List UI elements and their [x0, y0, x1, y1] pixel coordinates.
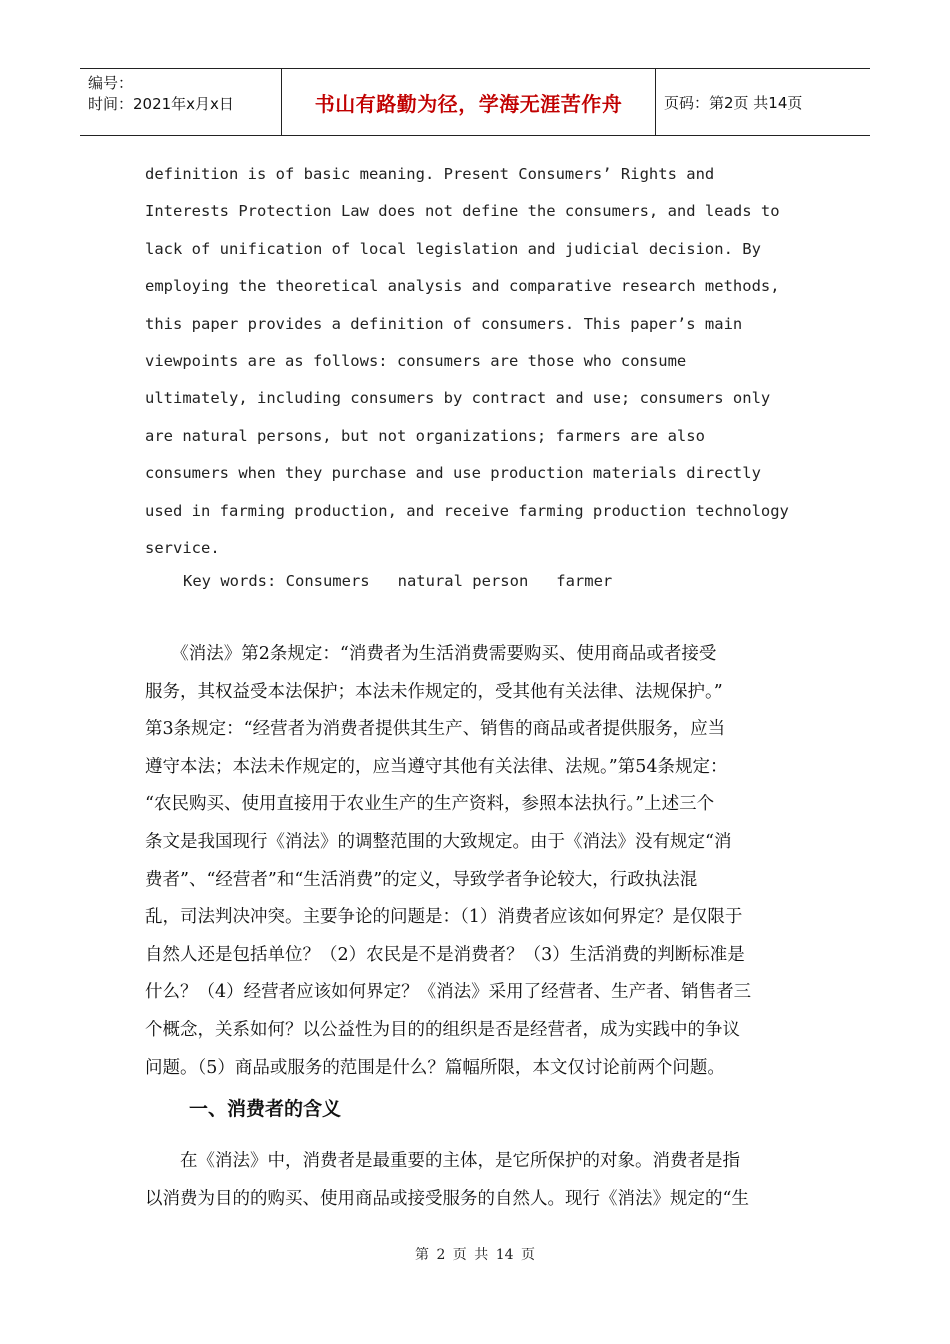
paragraph-line: 《消法》第2条规定：“消费者为生活消费需要购买、使用商品或者接受	[145, 644, 717, 664]
abstract-text	[145, 156, 825, 567]
header-motto: 书山有路勤为径，学海无涯苦作舟	[282, 69, 656, 135]
paragraph-line: 问题。（5）商品或服务的范围是什么？篇幅所限，本文仅讨论前两个问题。	[145, 1057, 725, 1078]
header-meta	[80, 69, 282, 135]
doc-number-label: 编号：	[88, 74, 134, 92]
section-heading: 一、消费者的含义	[189, 1098, 342, 1120]
abstract-line: lack of unification of local legislation and judicial decision. By	[145, 239, 761, 258]
abstract-line: Interests Protection Law does not define the consumers, and leads to	[145, 202, 780, 221]
paragraph-intro	[145, 636, 815, 1087]
paragraph-line: 在《消法》中，消费者是最重要的主体，是它所保护的对象。消费者是指	[145, 1151, 740, 1171]
doc-time-label: 时间：2021年x月x日	[88, 95, 234, 113]
paragraph-line: 服务，其权益受本法保护；本法未作规定的，受其他有关法律、法规保护。”	[145, 681, 723, 702]
abstract-line: this paper provides a definition of consumers. This paper’s main	[145, 314, 743, 333]
abstract-line: definition is of basic meaning. Present Consumers’ Rights and	[145, 165, 715, 183]
abstract-line: used in farming production, and receive farming production technology	[145, 501, 789, 520]
paragraph-line: 费者”、“经营者”和“生活消费”的定义，导致学者争论较大，行政执法混	[145, 869, 698, 890]
keywords-line: Key words: Consumers natural person farmer	[183, 572, 613, 590]
abstract-line: consumers when they purchase and use production materials directly	[145, 464, 761, 483]
abstract-line: employing the theoretical analysis and comparative research methods,	[145, 277, 780, 296]
abstract-line: service.	[145, 539, 220, 558]
paragraph-line: 条文是我国现行《消法》的调整范围的大致规定。由于《消法》没有规定“消	[145, 831, 732, 852]
header-page-code: 页码：第2页 共14页	[664, 93, 803, 112]
paragraph-section-1	[145, 1143, 815, 1218]
paragraph-line: 个概念，关系如何？以公益性为目的的组织是否是经营者，成为实践中的争议	[145, 1019, 740, 1040]
abstract-line: ultimately, including consumers by contract and use; consumers only	[145, 389, 771, 408]
paragraph-line: 遵守本法；本法未作规定的，应当遵守其他有关法律、法规。”第54条规定：	[145, 756, 728, 777]
paragraph-line: 自然人还是包括单位？（2）农民是不是消费者？（3）生活消费的判断标准是	[145, 944, 745, 965]
paragraph-line: 第3条规定：“经营者为消费者提供其生产、销售的商品或者提供服务，应当	[145, 719, 726, 740]
paragraph-line: 乱，司法判决冲突。主要争论的问题是：（1）消费者应该如何界定？是仅限于	[145, 907, 743, 928]
paragraph-line: 什么？（4）经营者应该如何界定？《消法》采用了经营者、生产者、销售者三	[145, 982, 752, 1003]
paragraph-line: 以消费为目的的购买、使用商品或接受服务的自然人。现行《消法》规定的“生	[145, 1188, 749, 1209]
abstract-line: are natural persons, but not organizations; farmers are also	[145, 426, 705, 445]
page-header	[80, 68, 870, 136]
page-footer: 第 2 页 共 14 页	[415, 1247, 535, 1263]
paragraph-line: “农民购买、使用直接用于农业生产的生产资料，参照本法执行。”上述三个	[145, 794, 715, 815]
abstract-line: viewpoints are as follows: consumers are those who consume	[145, 352, 687, 371]
